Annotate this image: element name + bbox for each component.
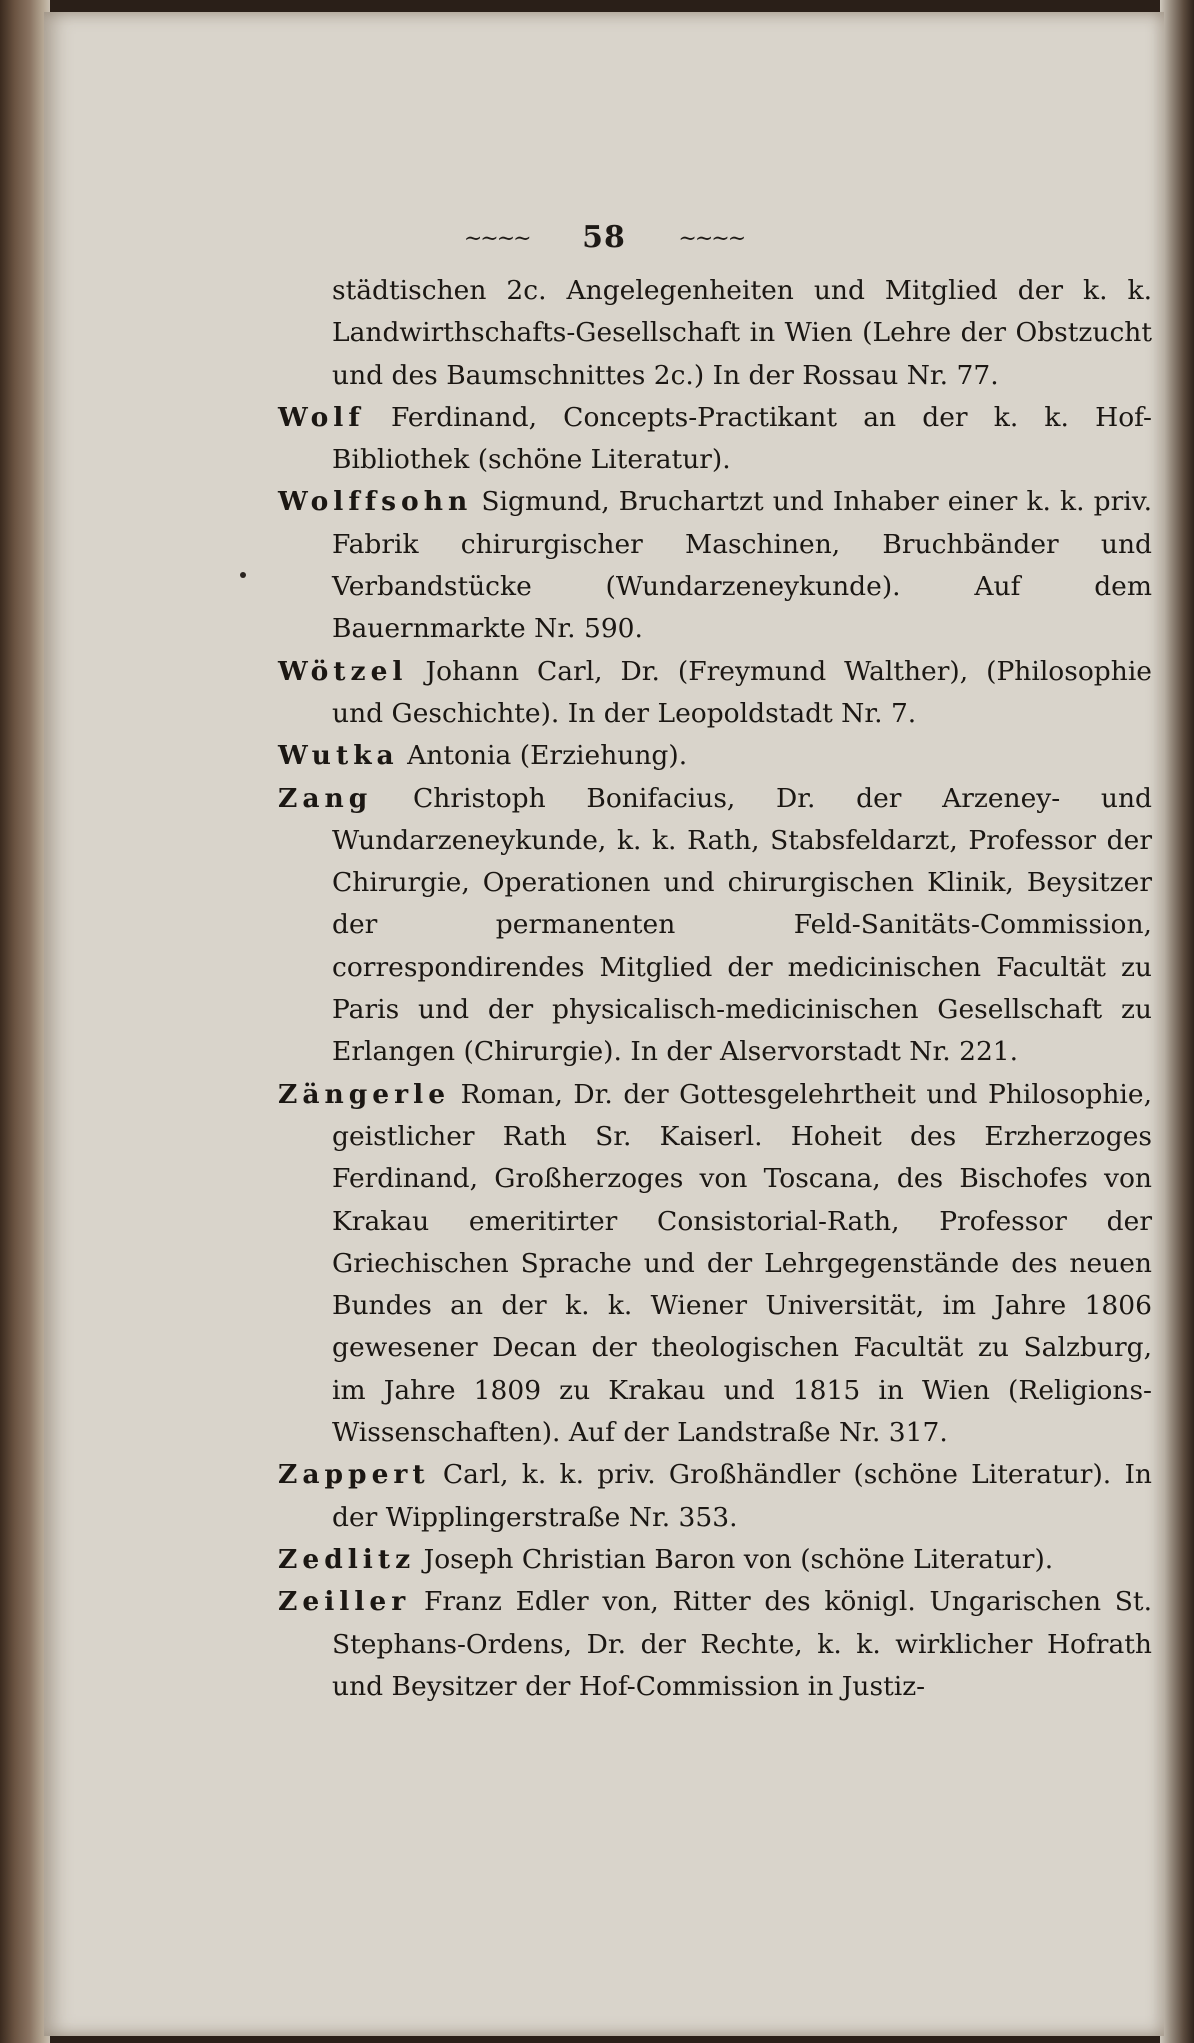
entry-zaengerle (278, 1074, 1152, 1455)
margin-mark (240, 572, 246, 578)
book-fore-edge (1160, 0, 1194, 2043)
entry-surname: Zedlitz (278, 1543, 416, 1575)
entry-surname: Wolffsohn (278, 486, 473, 518)
entry-text: Johann Carl, Dr. (Freymund Walther), (Philosophie und Geschichte). In der Leopoldstadt Nr. 7. (332, 655, 1152, 729)
entry-wutka (278, 735, 1152, 777)
entry-surname: Zängerle (278, 1078, 451, 1110)
entry-surname: Wutka (278, 740, 399, 772)
entry-text: Roman, Dr. der Gottesgelehrtheit und Philosophie, geistlicher Rath Sr. Kaiserl. Hoheit des Erzherzoges Ferdinand, Großherzoges von Toscana, des Bischofes von Krakau emeritirter Consistorial-Rath, Professor der Griechischen Sprache und der Lehrgegenstände des neuen Bundes an der k. k. Wiener Universität, im Jahre 1806 gewesener Decan der theologischen Facultät zu Salzburg, im Jahre 1809 zu Krakau und 1815 in Wien (Religions-Wissenschaften). Auf der Landstraße Nr. 317. (332, 1078, 1152, 1449)
entry-zedlitz (278, 1539, 1152, 1581)
entry-surname: Zappert (278, 1459, 430, 1491)
entry-text: Sigmund, Bruchartzt und Inhaber einer k. k. priv. Fabrik chirurgischer Maschinen, Bruchbänder und Verbandstücke (Wundarzeneykunde). Auf dem Bauernmarkte Nr. 590. (332, 486, 1152, 645)
entry-text: Joseph Christian Baron von (schöne Literatur). (415, 1543, 1054, 1575)
entry-zang (278, 778, 1152, 1074)
entry-text: Ferdinand, Concepts-Practikant an der k. k. Hof-Bibliothek (schöne Literatur). (332, 401, 1152, 476)
entry-continuation (278, 270, 1152, 397)
entry-woetzel (278, 651, 1152, 736)
entry-surname: Zang (278, 782, 373, 814)
page-header (44, 220, 1164, 255)
entry-zappert (278, 1454, 1152, 1539)
page-number: 58 (582, 220, 626, 255)
header-ornament-right: ~~~~ (678, 226, 745, 252)
book-page (44, 12, 1164, 2036)
header-ornament-left: ~~~~ (463, 226, 530, 252)
entry-wolffsohn (278, 481, 1152, 650)
entry-surname: Wötzel (278, 655, 408, 687)
book-spine-edge (0, 0, 50, 2043)
entry-wolf (278, 397, 1152, 482)
entry-text: städtischen 2c. Angelegenheiten und Mitglied der k. k. Landwirthschafts-Gesellschaft in Wien (Lehre der Obstzucht und des Baumschnittes 2c.) In der Rossau Nr. 77. (332, 275, 1152, 391)
entry-surname: Wolf (278, 401, 365, 433)
entry-text: Antonia (Erziehung). (398, 740, 688, 772)
entry-zeiller (278, 1581, 1152, 1708)
directory-text (278, 270, 1152, 1708)
entry-text: Franz Edler von, Ritter des königl. Ungarischen St. Stephans-Ordens, Dr. der Rechte, k. k. wirklicher Hofrath und Beysitzer der Hof-Commission in Justiz- (332, 1586, 1152, 1702)
entry-surname: Zeiller (278, 1586, 411, 1618)
entry-text: Christoph Bonifacius, Dr. der Arzeney- und Wundarzeneykunde, k. k. Rath, Stabsfeldarzt, Professor der Chirurgie, Operationen und chirurgischen Klinik, Beysitzer der permanenten Feld-Sanitäts-Commission, correspondirendes Mitglied der medicinischen Facultät zu Paris und der physicalisch-medicinischen Gesellschaft zu Erlangen (Chirurgie). In der Alservorstadt Nr. 221. (332, 782, 1152, 1068)
entry-text: Carl, k. k. priv. Großhändler (schöne Literatur). In der Wipplingerstraße Nr. 353. (332, 1459, 1152, 1533)
